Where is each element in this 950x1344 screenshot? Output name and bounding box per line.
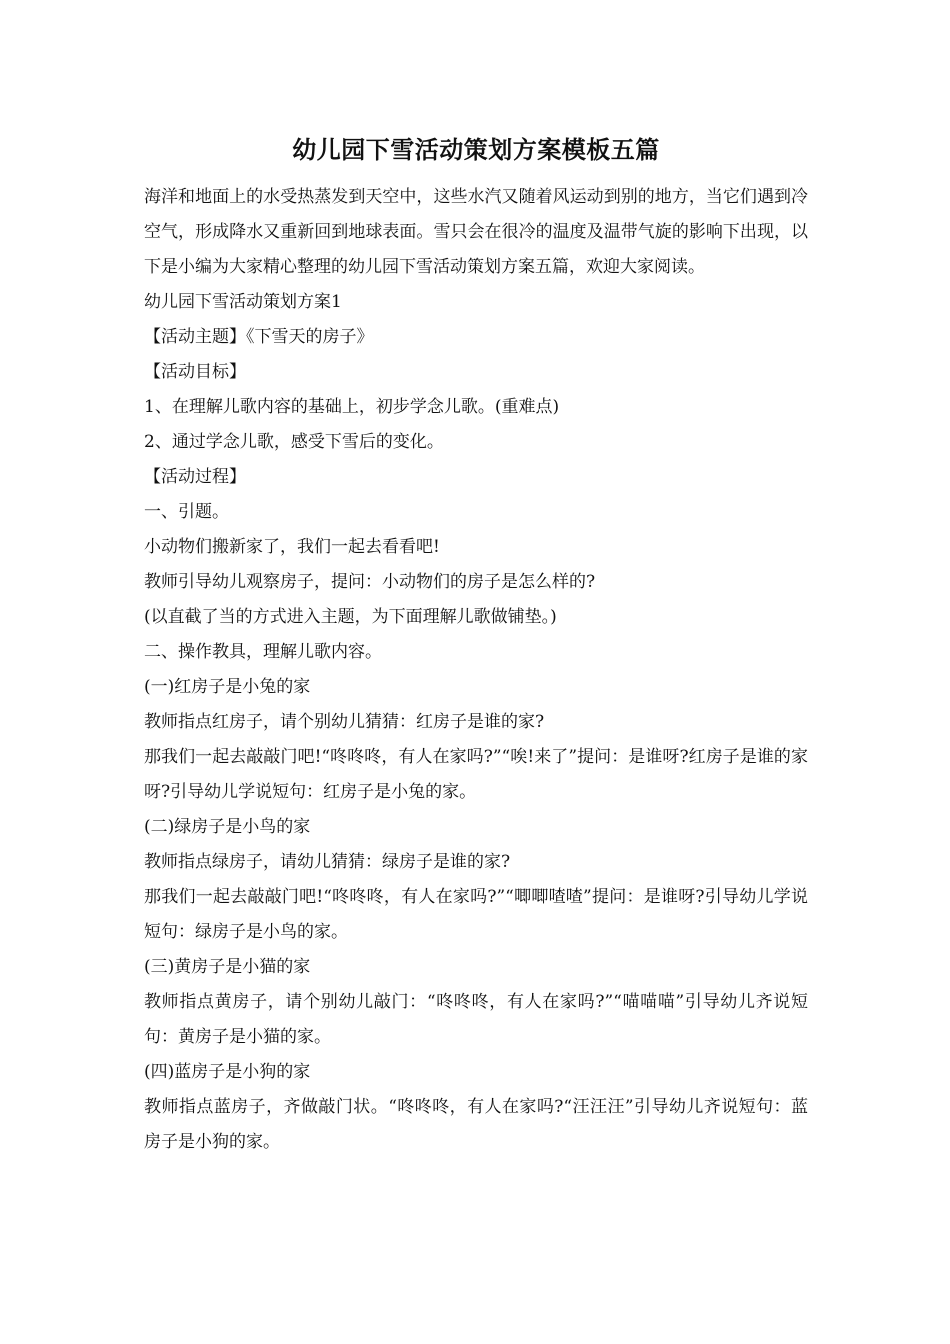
blue-house-dialogue: 教师指点蓝房子，齐做敲门状。“咚咚咚，有人在家吗?“汪汪汪”引导幼儿齐说短句：蓝房子是小狗的家。	[144, 1097, 808, 1152]
activity-theme: 【活动主题】《下雪天的房子》	[144, 327, 374, 347]
step-1-heading: 一、引题。	[144, 502, 229, 522]
yellow-house-dialogue: 教师指点黄房子，请个别幼儿敲门：“咚咚咚，有人在家吗?”“喵喵喵”引导幼儿齐说短句：黄房子是小猫的家。	[144, 992, 808, 1047]
step-1-note: (以直截了当的方式进入主题，为下面理解儿歌做铺垫。)	[144, 607, 557, 627]
goal-item-1: 1、在理解儿歌内容的基础上，初步学念儿歌。(重难点)	[144, 397, 560, 417]
intro-paragraph: 海洋和地面上的水受热蒸发到天空中，这些水汽又随着风运动到别的地方，当它们遇到冷空气，形成降水又重新回到地球表面。雪只会在很冷的温度及温带气旋的影响下出现，以下是小编为大家精心整理的幼儿园下雪活动策划方案五篇，欢迎大家阅读。	[144, 187, 808, 277]
green-house-prompt: 教师指点绿房子，请幼儿猜猜：绿房子是谁的家?	[144, 852, 511, 872]
activity-goals-heading: 【活动目标】	[144, 362, 246, 382]
red-house-dialogue: 那我们一起去敲敲门吧!“咚咚咚，有人在家吗?”“唉!来了”提问：是谁呀?红房子是谁的家呀?引导幼儿学说短句：红房子是小兔的家。	[144, 747, 808, 802]
red-house-prompt: 教师指点红房子，请个别幼儿猜猜：红房子是谁的家?	[144, 712, 545, 732]
step-1-text: 小动物们搬新家了，我们一起去看看吧!	[144, 537, 440, 557]
green-house-dialogue: 那我们一起去敲敲门吧!“咚咚咚，有人在家吗?”“唧唧喳喳”提问：是谁呀?引导幼儿学说短句：绿房子是小鸟的家。	[144, 887, 808, 942]
document-body	[144, 130, 808, 1160]
document-title: 幼儿园下雪活动策划方案模板五篇	[292, 135, 660, 164]
sub-heading-yellow-house: (三)黄房子是小猫的家	[144, 957, 311, 977]
activity-process-heading: 【活动过程】	[144, 467, 246, 487]
sub-heading-blue-house: (四)蓝房子是小狗的家	[144, 1062, 311, 1082]
sub-heading-green-house: (二)绿房子是小鸟的家	[144, 817, 311, 837]
step-2-heading: 二、操作教具，理解儿歌内容。	[144, 642, 382, 662]
section-heading-plan-1: 幼儿园下雪活动策划方案1	[144, 292, 342, 312]
goal-item-2: 2、通过学念儿歌，感受下雪后的变化。	[144, 432, 444, 452]
sub-heading-red-house: (一)红房子是小兔的家	[144, 677, 311, 697]
step-1-question: 教师引导幼儿观察房子，提问：小动物们的房子是怎么样的?	[144, 572, 596, 592]
